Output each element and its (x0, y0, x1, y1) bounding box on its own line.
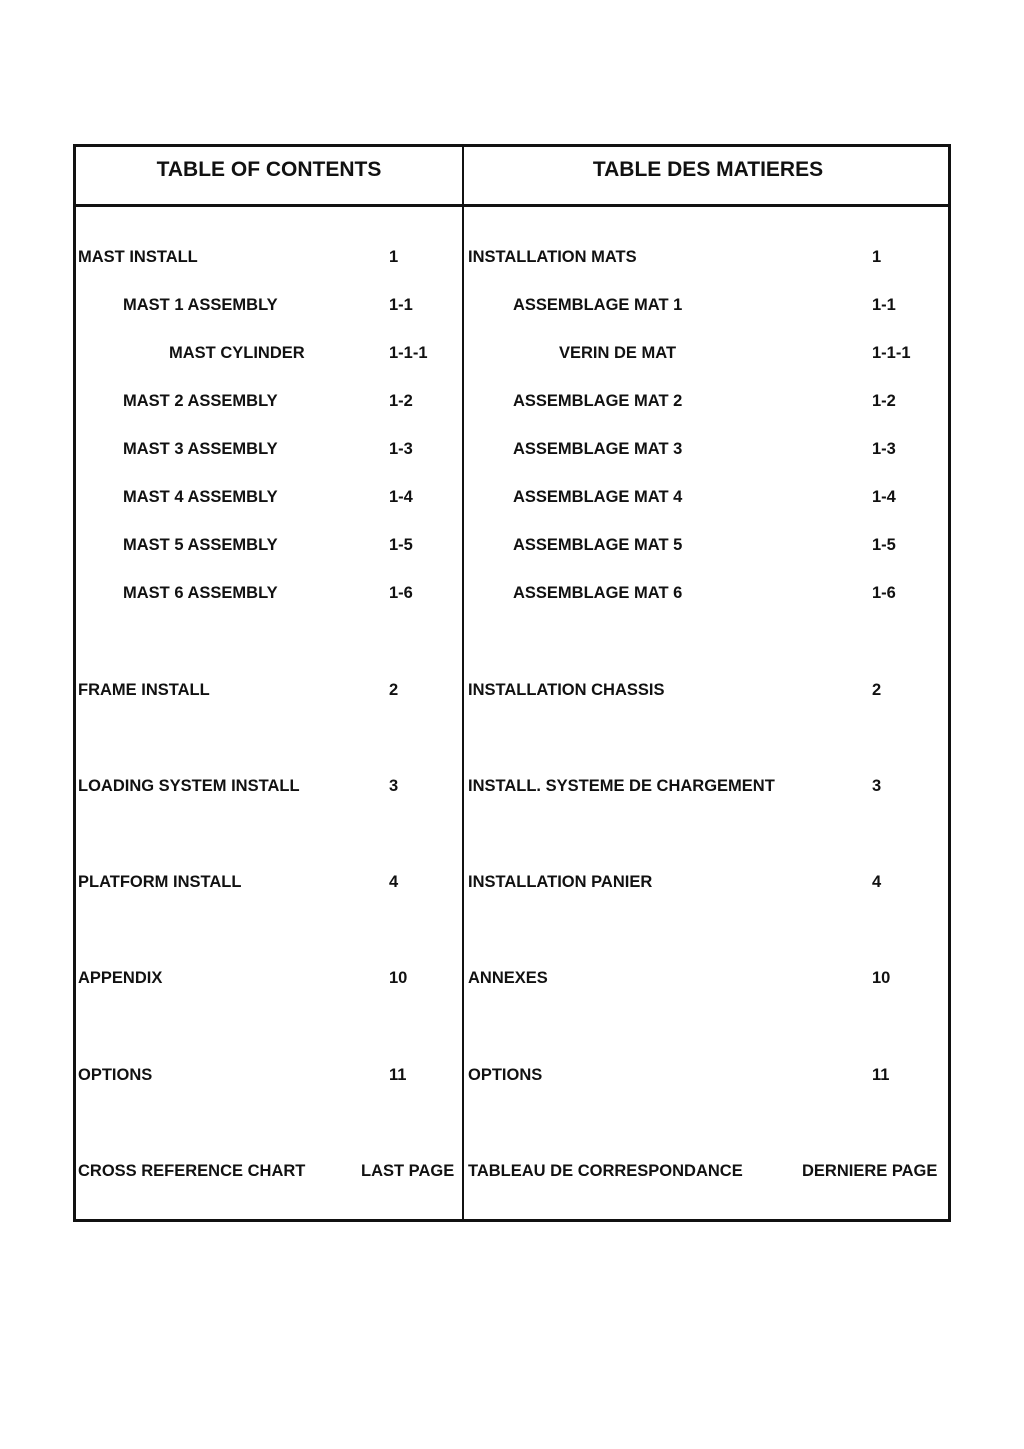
en-entry-page: 1-4 (389, 488, 413, 506)
en-entry-label[interactable]: FRAME INSTALL (78, 681, 210, 699)
en-entry-page: 1-5 (389, 536, 413, 554)
en-entry-label[interactable]: OPTIONS (78, 1066, 153, 1084)
toc-row (0, 486, 1024, 508)
toc-row (0, 438, 1024, 460)
en-entry-page: 11 (389, 1066, 407, 1084)
fr-entry-label[interactable]: INSTALLATION MATS (468, 248, 637, 266)
fr-entry-label[interactable]: VERIN DE MAT (559, 344, 677, 362)
fr-entry-page: 1-2 (872, 392, 896, 410)
en-entry-page: 1-2 (389, 392, 413, 410)
fr-entry-page: 3 (872, 777, 882, 795)
en-entry-label[interactable]: MAST 1 ASSEMBLY (123, 296, 278, 314)
en-entry-page: 4 (389, 873, 399, 891)
fr-entry-label[interactable]: ASSEMBLAGE MAT 6 (513, 584, 683, 602)
fr-entry-page: 4 (872, 873, 882, 891)
en-entry-label[interactable]: PLATFORM INSTALL (78, 873, 242, 891)
en-entry-page: 1-6 (389, 584, 413, 602)
toc-row (0, 967, 1024, 989)
fr-entry-label[interactable]: INSTALLATION CHASSIS (468, 681, 665, 699)
en-entry-label[interactable]: MAST INSTALL (78, 248, 198, 266)
fr-entry-page: DERNIERE PAGE (802, 1162, 938, 1180)
en-entry-label[interactable]: MAST 4 ASSEMBLY (123, 488, 278, 506)
header-divider (73, 204, 951, 207)
fr-entry-label[interactable]: ASSEMBLAGE MAT 1 (513, 296, 683, 314)
toc-row (0, 871, 1024, 893)
toc-row (0, 1064, 1024, 1086)
fr-entry-page: 1-3 (872, 440, 896, 458)
english-heading: TABLE OF CONTENTS (156, 158, 382, 181)
fr-entry-page: 1 (872, 248, 882, 266)
toc-row (0, 294, 1024, 316)
en-entry-page: LAST PAGE (361, 1162, 455, 1180)
en-entry-page: 1-1 (389, 296, 413, 314)
en-entry-label[interactable]: CROSS REFERENCE CHART (78, 1162, 306, 1180)
toc-row (0, 342, 1024, 364)
fr-entry-label[interactable]: ASSEMBLAGE MAT 5 (513, 536, 683, 554)
fr-entry-label[interactable]: ASSEMBLAGE MAT 2 (513, 392, 683, 410)
fr-entry-label[interactable]: INSTALLATION PANIER (468, 873, 653, 891)
fr-entry-label[interactable]: ASSEMBLAGE MAT 3 (513, 440, 683, 458)
en-entry-page: 3 (389, 777, 399, 795)
en-entry-label[interactable]: LOADING SYSTEM INSTALL (78, 777, 300, 795)
fr-entry-page: 2 (872, 681, 882, 699)
fr-entry-page: 10 (872, 969, 891, 987)
fr-entry-page: 11 (872, 1066, 890, 1084)
fr-entry-page: 1-4 (872, 488, 896, 506)
en-entry-page: 1-1-1 (389, 344, 428, 362)
toc-row (0, 246, 1024, 268)
fr-entry-label[interactable]: ANNEXES (468, 969, 548, 987)
fr-entry-label[interactable]: TABLEAU DE CORRESPONDANCE (468, 1162, 743, 1180)
en-entry-label[interactable]: MAST 2 ASSEMBLY (123, 392, 278, 410)
toc-row (0, 1160, 1024, 1182)
toc-row (0, 582, 1024, 604)
toc-row (0, 775, 1024, 797)
fr-entry-page: 1-1 (872, 296, 896, 314)
toc-row (0, 390, 1024, 412)
fr-entry-label[interactable]: OPTIONS (468, 1066, 543, 1084)
toc-row (0, 534, 1024, 556)
toc-row (0, 679, 1024, 701)
fr-entry-label[interactable]: INSTALL. SYSTEME DE CHARGEMENT (468, 777, 775, 795)
en-entry-label[interactable]: APPENDIX (78, 969, 163, 987)
fr-entry-label[interactable]: ASSEMBLAGE MAT 4 (513, 488, 683, 506)
en-entry-label[interactable]: MAST 6 ASSEMBLY (123, 584, 278, 602)
en-entry-page: 10 (389, 969, 408, 987)
fr-entry-page: 1-6 (872, 584, 896, 602)
en-entry-page: 1-3 (389, 440, 413, 458)
en-entry-page: 1 (389, 248, 399, 266)
en-entry-label[interactable]: MAST 3 ASSEMBLY (123, 440, 278, 458)
fr-entry-page: 1-5 (872, 536, 896, 554)
fr-entry-page: 1-1-1 (872, 344, 911, 362)
en-entry-label[interactable]: MAST 5 ASSEMBLY (123, 536, 278, 554)
en-entry-page: 2 (389, 681, 399, 699)
en-entry-label[interactable]: MAST CYLINDER (169, 344, 305, 362)
french-heading: TABLE DES MATIERES (592, 158, 824, 181)
